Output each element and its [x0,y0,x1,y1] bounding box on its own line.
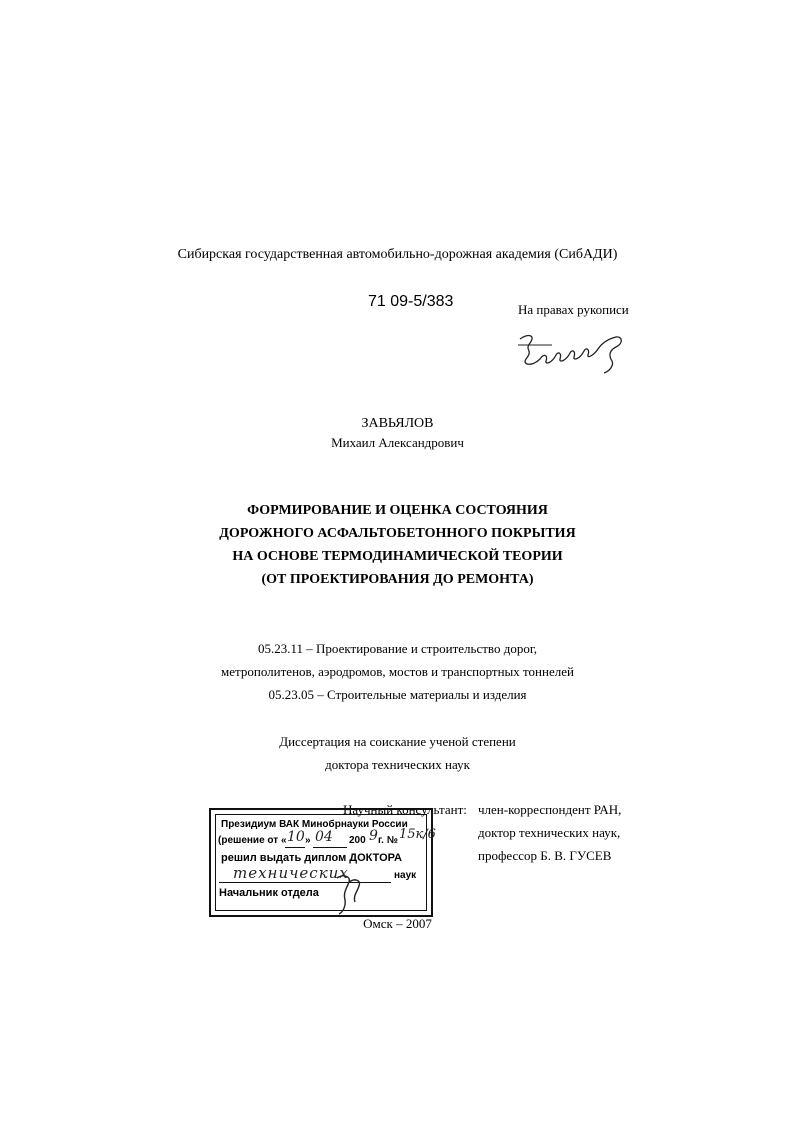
title-line-1: ФОРМИРОВАНИЕ И ОЦЕНКА СОСТОЯНИЯ [247,503,548,518]
consultant-label: Научный консультант: [343,802,467,817]
stamp-line-2-prefix: (решение от « [218,835,287,846]
consultant-line-2: доктор технических наук, [478,825,621,840]
vak-stamp [209,808,436,917]
stamp-day-underline [285,847,305,848]
degree-line-2: доктора технических наук [325,757,470,772]
stamp-month-underline [313,847,347,848]
stamp-year-prefix: 200 [349,835,366,846]
author-surname: ЗАВЬЯЛОВ [361,416,434,431]
degree-line-1: Диссертация на соискание ученой степени [279,734,516,749]
stamp-number: 15к/6 [399,827,436,842]
title-line-3: НА ОСНОВЕ ТЕРМОДИНАМИЧЕСКОЙ ТЕОРИИ [232,549,563,564]
consultant-line-1: член-корреспондент РАН, [478,802,622,817]
stamp-day: 10 [287,829,305,845]
consultant-line-3: профессор Б. В. ГУСЕВ [478,848,612,863]
stamp-field-handwritten: технических [233,864,349,882]
title-line-4: (ОТ ПРОЕКТИРОВАНИЯ ДО РЕМОНТА) [261,572,534,587]
city-year: Омск – 2007 [363,916,432,931]
institution-name: Сибирская государственная автомобильно-дорожная академия (СибАДИ) [177,247,618,262]
stamp-number-label: г. № [378,835,398,846]
specialty-line-3: 05.23.05 – Строительные материалы и изделия [268,687,527,702]
stamp-year-digit: 9 [369,828,378,844]
specialty-line-1: 05.23.11 – Проектирование и строительство дорог, [258,641,537,656]
stamp-field-suffix: наук [394,870,417,881]
author-signature [512,325,632,375]
stamp-signature [329,872,369,916]
manuscript-rights: На правах рукописи [518,302,629,317]
stamp-line-3: решил выдать диплом ДОКТОРА [221,852,402,864]
signature-icon [512,325,632,375]
title-line-2: ДОРОЖНОГО АСФАЛЬТОБЕТОННОГО ПОКРЫТИЯ [219,526,576,541]
author-given-names: Михаил Александрович [331,435,464,450]
stamp-signature-icon [329,872,369,916]
specialty-line-2: метрополитенов, аэродромов, мостов и транспортных тоннелей [221,664,574,679]
stamp-line-1: Президиум ВАК Минобрнауки России [221,819,408,830]
registry-number: 71 09-5/383 [368,293,454,310]
stamp-month: 04 [315,829,333,845]
stamp-line-5: Начальник отдела [219,887,319,899]
stamp-line-2-mid: » [305,835,311,846]
